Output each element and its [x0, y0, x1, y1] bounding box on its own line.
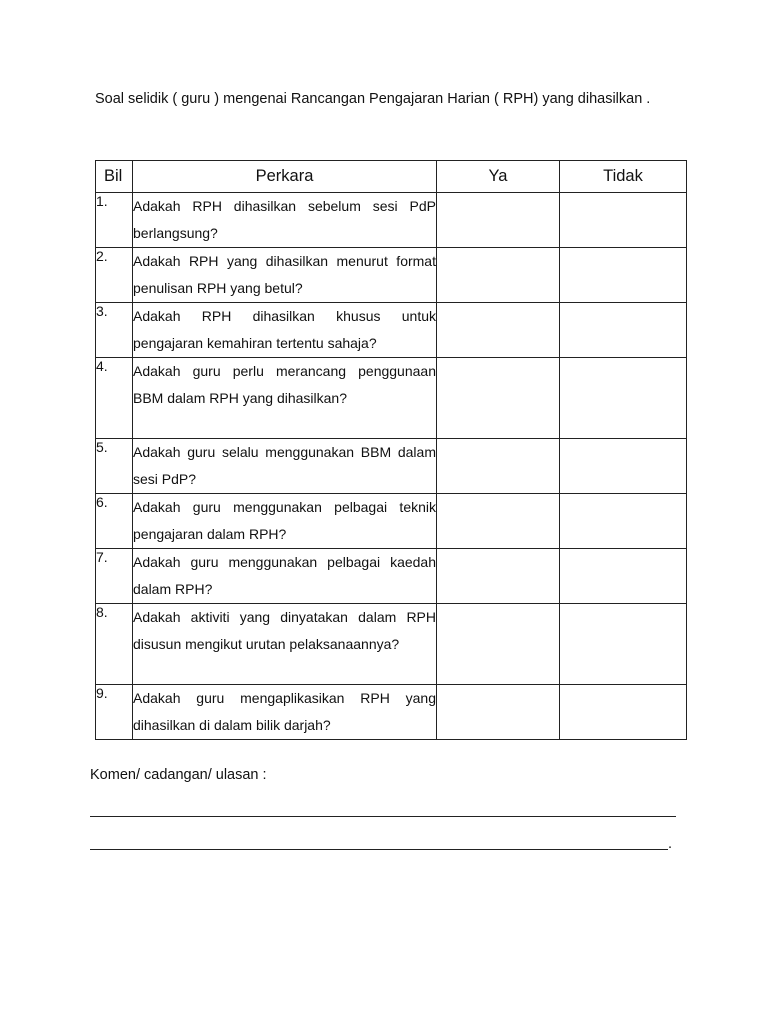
table-row: [96, 358, 687, 439]
row-question: Adakah RPH dihasilkan khusus untuk pengajaran kemahiran tertentu sahaja?: [133, 303, 437, 358]
answer-ya-cell[interactable]: [437, 685, 560, 740]
row-number: 2.: [96, 248, 133, 303]
answer-ya-cell[interactable]: [437, 248, 560, 303]
table-row: [96, 494, 687, 549]
answer-tidak-cell[interactable]: [560, 549, 687, 604]
row-number: 7.: [96, 549, 133, 604]
answer-ya-cell[interactable]: [437, 358, 560, 439]
answer-tidak-cell[interactable]: [560, 303, 687, 358]
answer-ya-cell[interactable]: [437, 549, 560, 604]
row-question: Adakah guru mengaplikasikan RPH yang dihasilkan di dalam bilik darjah?: [133, 685, 437, 740]
table-row: [96, 248, 687, 303]
answer-ya-cell[interactable]: [437, 494, 560, 549]
closing-period: .: [668, 836, 673, 852]
document-title: Soal selidik ( guru ) mengenai Rancangan Pengajaran Harian ( RPH) yang dihasilkan .: [95, 91, 651, 107]
row-number: 5.: [96, 439, 133, 494]
row-question: Adakah guru selalu menggunakan BBM dalam sesi PdP?: [133, 439, 437, 494]
row-number: 4.: [96, 358, 133, 439]
header-bil: Bil: [96, 161, 133, 193]
answer-tidak-cell[interactable]: [560, 685, 687, 740]
table-row: [96, 303, 687, 358]
comment-line-2[interactable]: [90, 849, 668, 850]
row-number: 1.: [96, 193, 133, 248]
comment-line-1[interactable]: [90, 816, 676, 817]
header-perkara: Perkara: [133, 161, 437, 193]
header-ya: Ya: [437, 161, 560, 193]
table-row: [96, 549, 687, 604]
row-number: 9.: [96, 685, 133, 740]
row-question: Adakah guru menggunakan pelbagai teknik pengajaran dalam RPH?: [133, 494, 437, 549]
answer-ya-cell[interactable]: [437, 303, 560, 358]
survey-table: [95, 160, 687, 740]
answer-ya-cell[interactable]: [437, 604, 560, 685]
row-number: 8.: [96, 604, 133, 685]
table-header-row: [96, 161, 687, 193]
answer-tidak-cell[interactable]: [560, 604, 687, 685]
answer-tidak-cell[interactable]: [560, 248, 687, 303]
row-question: Adakah guru perlu merancang penggunaan BBM dalam RPH yang dihasilkan?: [133, 358, 437, 439]
table-row: [96, 193, 687, 248]
comment-label: Komen/ cadangan/ ulasan :: [90, 767, 267, 783]
answer-tidak-cell[interactable]: [560, 358, 687, 439]
table-row: [96, 439, 687, 494]
answer-tidak-cell[interactable]: [560, 439, 687, 494]
header-tidak: Tidak: [560, 161, 687, 193]
table-row: [96, 685, 687, 740]
answer-ya-cell[interactable]: [437, 193, 560, 248]
answer-ya-cell[interactable]: [437, 439, 560, 494]
table-row: [96, 604, 687, 685]
row-number: 3.: [96, 303, 133, 358]
row-question: Adakah RPH yang dihasilkan menurut format penulisan RPH yang betul?: [133, 248, 437, 303]
row-question: Adakah RPH dihasilkan sebelum sesi PdP berlangsung?: [133, 193, 437, 248]
row-question: Adakah guru menggunakan pelbagai kaedah dalam RPH?: [133, 549, 437, 604]
row-question: Adakah aktiviti yang dinyatakan dalam RPH disusun mengikut urutan pelaksanaannya?: [133, 604, 437, 685]
row-number: 6.: [96, 494, 133, 549]
answer-tidak-cell[interactable]: [560, 494, 687, 549]
answer-tidak-cell[interactable]: [560, 193, 687, 248]
